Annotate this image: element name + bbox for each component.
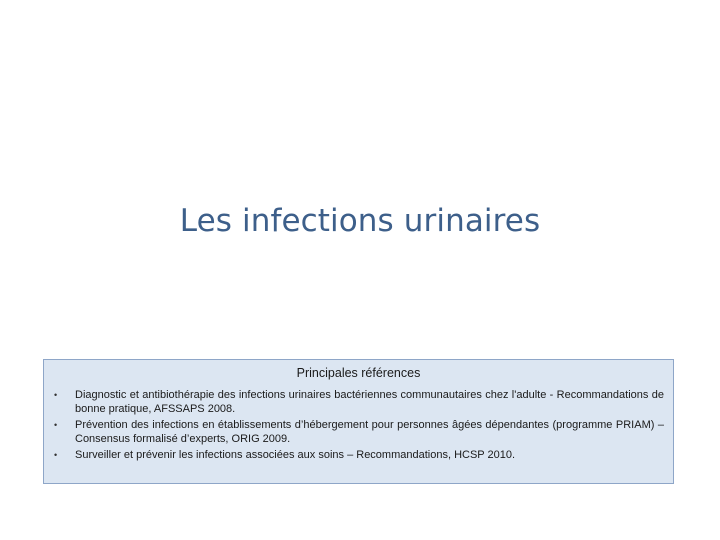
references-heading: Principales références: [296, 366, 421, 380]
references-list: [44, 389, 673, 466]
reference-text: Surveiller et prévenir les infections associées aux soins – Recommandations, HCSP 2010.: [75, 449, 516, 462]
bullet-icon: •: [54, 390, 58, 400]
bullet-icon: •: [54, 450, 58, 461]
reference-text: Prévention des infections en établissements d’hébergement pour personnes âgées dépendantes (programme PRIAM) – Consensus formalisé d’experts, ORIG 2009.: [75, 419, 664, 445]
reference-item: [44, 389, 673, 416]
slide-title: Les infections urinaires: [179, 203, 541, 239]
references-box: [43, 359, 674, 484]
bullet-icon: •: [54, 420, 58, 431]
reference-text: Diagnostic et antibiothérapie des infections urinaires bactériennes communautaires chez l'adulte - Recommandations de bonne pratique, AFSSAPS 2008.: [75, 389, 664, 415]
reference-item: [44, 449, 673, 463]
reference-item: [44, 419, 673, 446]
